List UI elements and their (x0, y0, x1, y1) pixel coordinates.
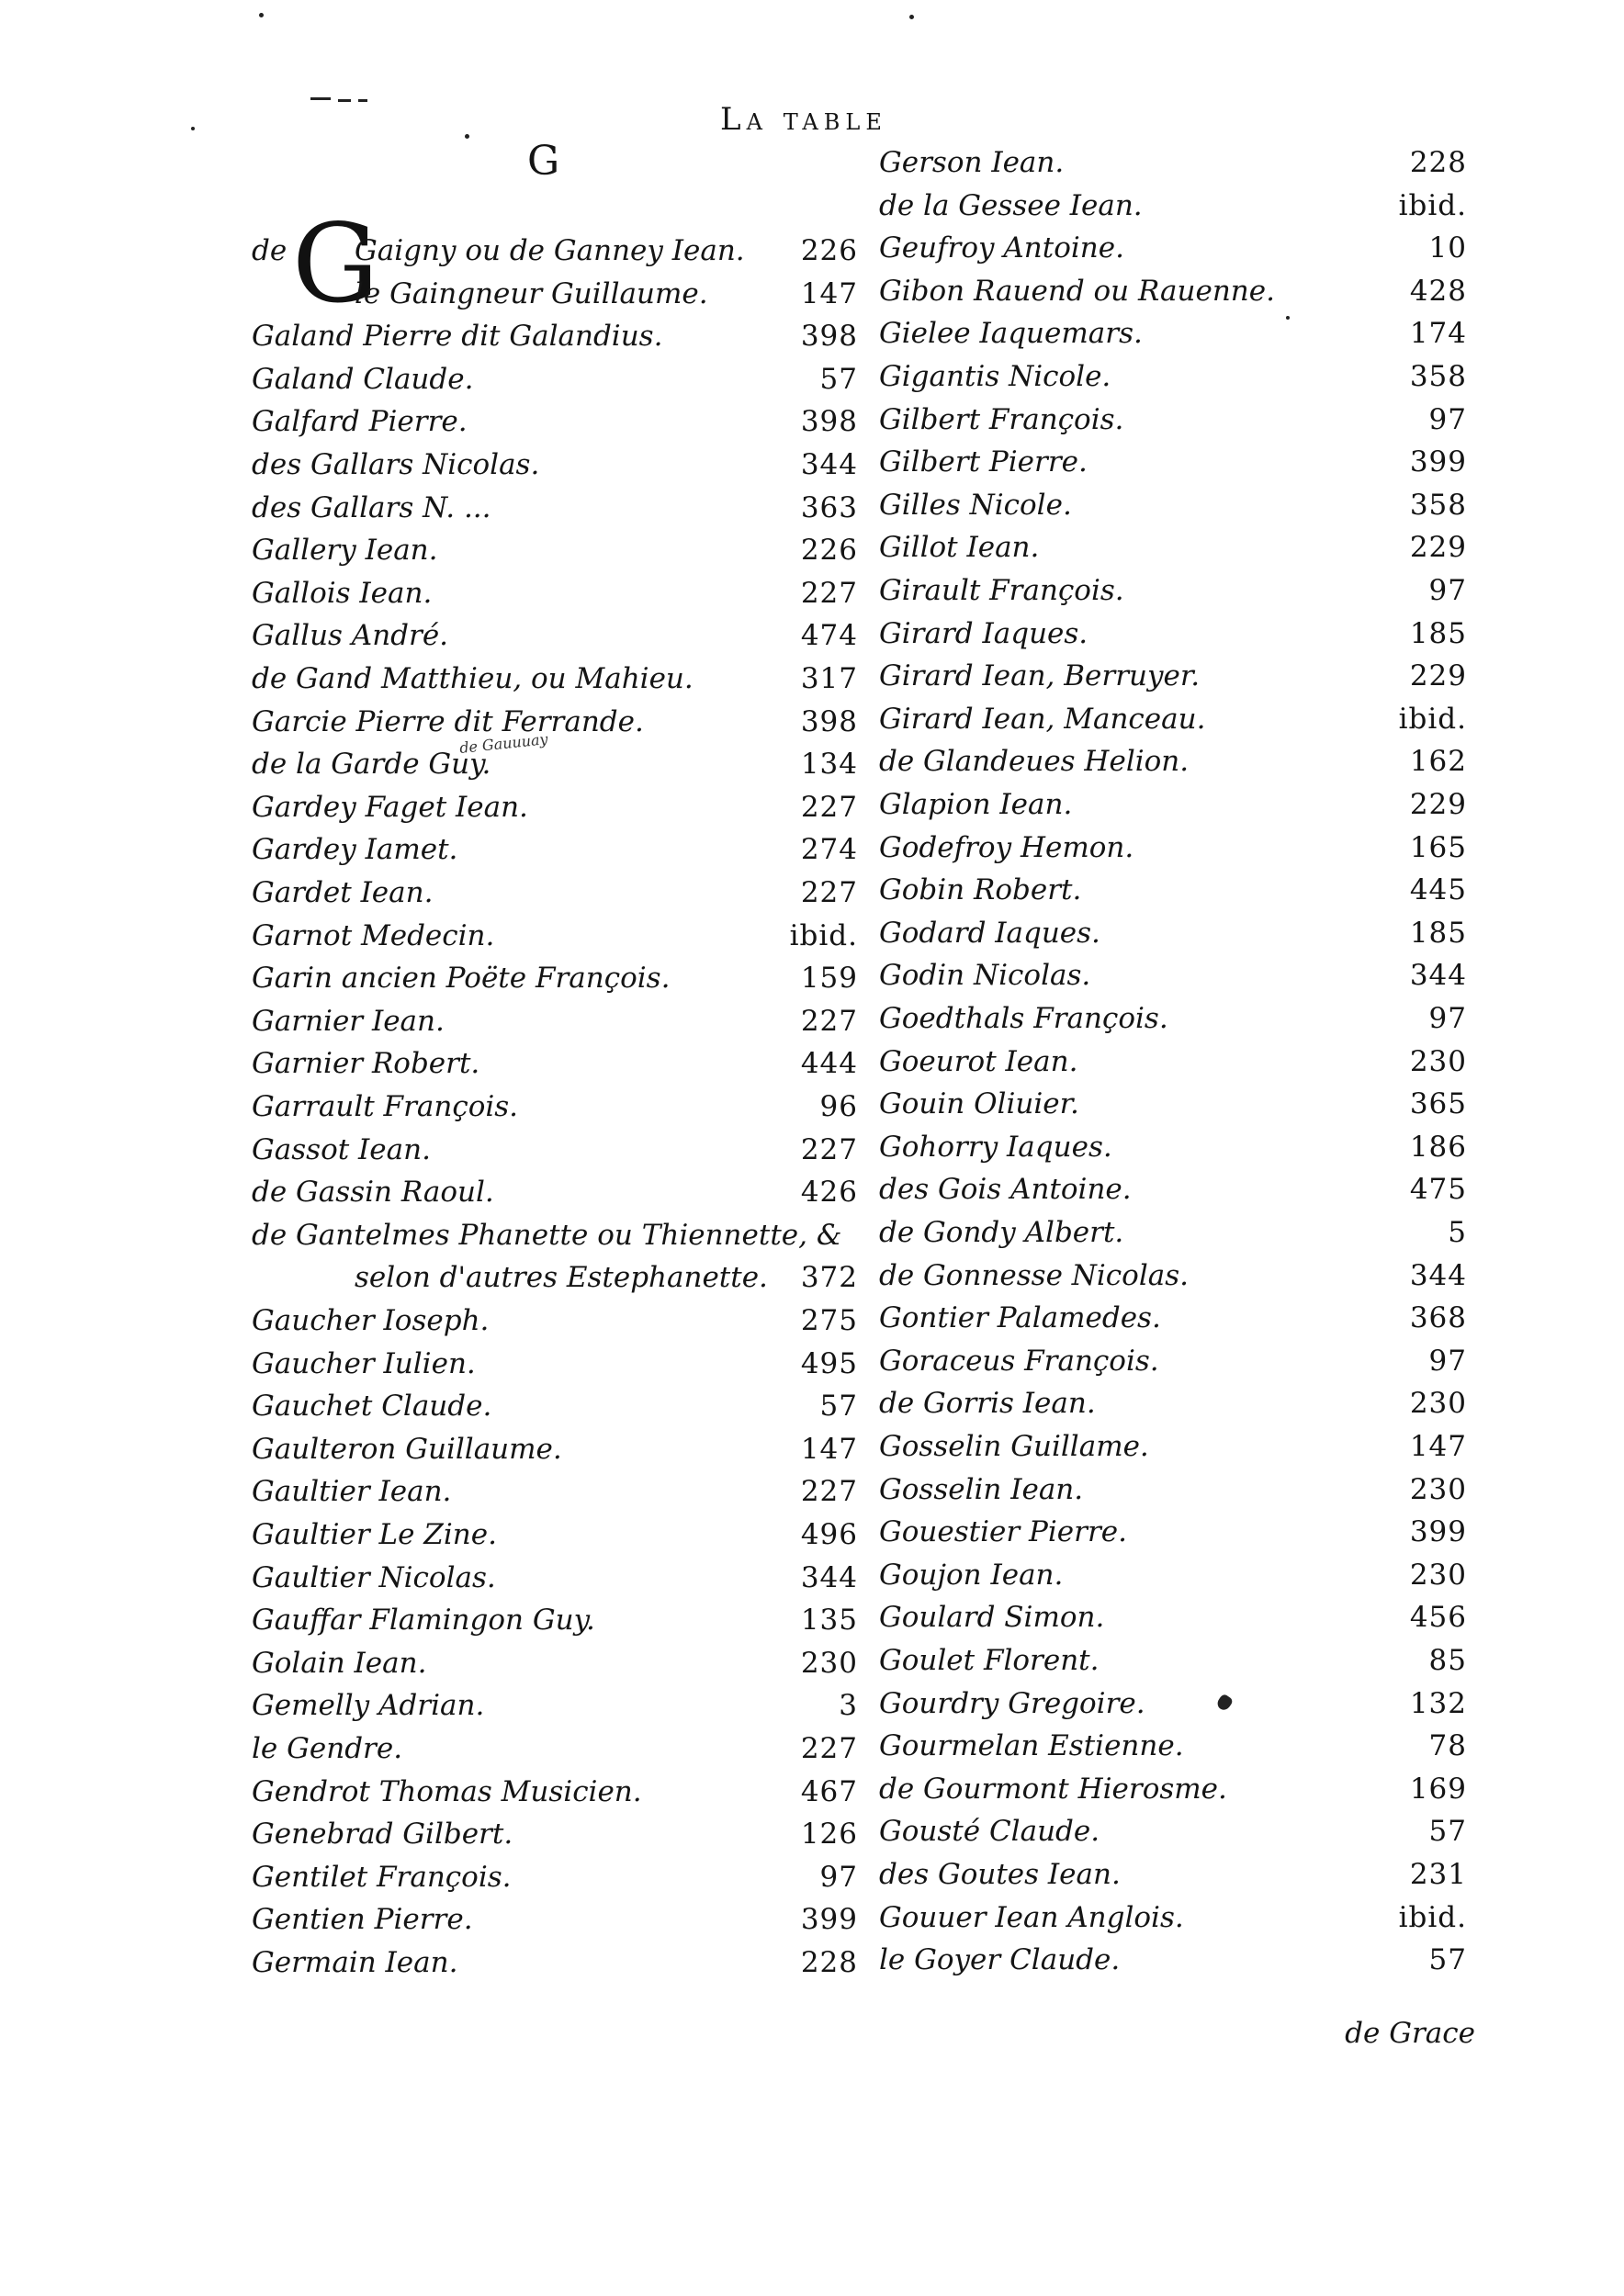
entry-name: le Gendre. (252, 1732, 403, 1765)
entry-name: Gouin Oliuier. (879, 1087, 1079, 1121)
entry-page-number: ibid. (1398, 1900, 1467, 1934)
entry-page-number: 147 (1409, 1430, 1467, 1463)
index-entry (879, 355, 1467, 398)
index-entry (252, 1684, 858, 1727)
entry-page-number: 363 (800, 490, 858, 524)
entry-name: Gielee Iaquemars. (879, 317, 1143, 351)
entry-name: des Gallars Nicolas. (252, 448, 540, 481)
index-entry (252, 872, 858, 914)
entry-name: Gassot Iean. (252, 1132, 431, 1166)
index-entry (252, 1856, 858, 1898)
entry-page-number: 228 (1409, 146, 1467, 179)
entry-page-number: 174 (1409, 317, 1467, 351)
entry-page-number: 445 (1409, 873, 1467, 907)
entry-name: de Gassin Raoul. (252, 1176, 494, 1210)
entry-name: Girault François. (879, 574, 1124, 607)
index-entry (252, 1086, 858, 1128)
running-head: La table (720, 101, 887, 138)
index-entry (879, 1469, 1467, 1511)
entry-name: Goulard Simon. (879, 1601, 1105, 1635)
ink-speck (909, 15, 914, 19)
entry-page-number: 358 (1409, 488, 1467, 522)
entry-page-number: 126 (800, 1818, 858, 1851)
entry-page-number: 132 (1409, 1686, 1467, 1720)
index-entry (252, 1599, 858, 1641)
entry-page-number: 229 (1409, 788, 1467, 821)
entry-name: Gaulteron Guillaume. (252, 1432, 562, 1466)
index-entry (252, 1385, 858, 1427)
entry-name: Gosselin Iean. (879, 1472, 1084, 1506)
entry-page-number: 495 (800, 1346, 858, 1380)
index-entry (879, 1639, 1467, 1682)
index-entry (252, 1470, 858, 1513)
index-entry (879, 740, 1467, 782)
index-entry (252, 1428, 858, 1470)
index-entry (252, 1129, 858, 1171)
entry-page-number: 227 (800, 1475, 858, 1509)
entry-name: Galfard Pierre. (252, 405, 468, 439)
entry-page-number: 398 (800, 704, 858, 738)
index-entry (879, 227, 1467, 269)
index-entry (879, 1768, 1467, 1810)
entry-name: de Glandeues Helion. (879, 745, 1190, 779)
entry-prefix: de (252, 234, 288, 267)
entry-page-number: 344 (1409, 959, 1467, 993)
entry-name: Gaigny ou de Ganney Iean. (355, 234, 745, 267)
entry-name: Godefroy Hemon. (879, 830, 1134, 864)
entry-name: Gendrot Thomas Musicien. (252, 1774, 642, 1808)
index-entry (252, 614, 858, 657)
entry-name: le Goyer Claude. (879, 1943, 1121, 1977)
entry-page-number: 344 (800, 1560, 858, 1594)
index-entry (879, 1725, 1467, 1767)
entry-page-number: 186 (1409, 1130, 1467, 1164)
entry-page-number: 226 (800, 234, 858, 267)
entry-name: le Gaingneur Guillaume. (355, 276, 708, 310)
entry-name: Golain Iean. (252, 1646, 427, 1680)
entry-page-number: 227 (800, 1732, 858, 1765)
entry-name: Gousté Claude. (879, 1815, 1100, 1849)
index-entry (252, 1000, 858, 1042)
index-entry (879, 954, 1467, 996)
index-entry (252, 1300, 858, 1342)
entry-page-number: 496 (800, 1518, 858, 1551)
index-entry (879, 1255, 1467, 1297)
entry-name: Gaultier Le Zine. (252, 1518, 497, 1551)
entry-name: Gallois Iean. (252, 576, 433, 610)
entry-page-number: 169 (1409, 1772, 1467, 1806)
entry-name: Garnier Iean. (252, 1004, 445, 1038)
index-entry (879, 1126, 1467, 1168)
entry-page-number: 399 (800, 1903, 858, 1937)
entry-name: Gigantis Nicole. (879, 360, 1111, 393)
entry-name: Garcie Pierre dit Ferrande. (252, 704, 644, 738)
index-entry (252, 1214, 858, 1256)
entry-page-number: 275 (800, 1304, 858, 1337)
index-entry (252, 743, 858, 785)
entry-page-number: 399 (1409, 1515, 1467, 1549)
entry-name: Germain Iean. (252, 1946, 458, 1979)
index-entry (879, 1211, 1467, 1254)
entry-page-number: 97 (1428, 1002, 1467, 1035)
index-entry (252, 1514, 858, 1556)
entry-name: selon d'autres Estephanette. (355, 1261, 768, 1295)
ink-speck (1286, 316, 1290, 320)
index-entry (252, 572, 858, 614)
entry-name: Godard Iaques. (879, 916, 1100, 950)
entry-name: Gaultier Iean. (252, 1475, 452, 1509)
entry-page-number: 231 (1409, 1858, 1467, 1891)
entry-page-number: 227 (800, 876, 858, 909)
index-entry (252, 1642, 858, 1684)
entry-page-number: 97 (1428, 1344, 1467, 1378)
entry-name: Gontier Palamedes. (879, 1301, 1161, 1335)
entry-name: de Gantelmes Phanette ou Thiennette, & (252, 1218, 842, 1252)
index-entry (879, 1896, 1467, 1939)
entry-name: des Goutes Iean. (879, 1858, 1121, 1891)
entry-page-number: 5 (1448, 1216, 1467, 1249)
entry-name: Gauchet Claude. (252, 1390, 492, 1424)
index-entry (252, 487, 858, 529)
entry-page-number: 344 (800, 448, 858, 481)
index-entry (252, 1343, 858, 1385)
drop-cap: G (292, 200, 379, 327)
index-entry (879, 613, 1467, 655)
index-entry (252, 1557, 858, 1599)
entry-name: Gardey Iamet. (252, 833, 458, 867)
index-entry (252, 1941, 858, 1984)
entry-name: Gohorry Iaques. (879, 1130, 1112, 1164)
entry-name: Girard Iaques. (879, 616, 1088, 650)
ink-dash (310, 97, 331, 100)
entry-page-number: 57 (819, 362, 858, 396)
entry-page-number: 162 (1409, 745, 1467, 779)
index-entry (252, 273, 858, 315)
entry-name: Gilles Nicole. (879, 488, 1072, 522)
index-entry (879, 270, 1467, 312)
entry-name: de la Garde Guy. (252, 748, 491, 782)
entry-name: des Gallars N. ... (252, 490, 491, 524)
entry-name: Gilbert François. (879, 402, 1124, 436)
entry-name: Gourdry Gregoire. (879, 1686, 1145, 1720)
entry-page-number: 147 (800, 1432, 858, 1466)
entry-name: Gentien Pierre. (252, 1903, 473, 1937)
index-entry (879, 1083, 1467, 1125)
index-entry (879, 1297, 1467, 1339)
index-entry (879, 526, 1467, 568)
index-entry (879, 1596, 1467, 1638)
entry-name: de Gorris Iean. (879, 1387, 1096, 1421)
index-entry (252, 786, 858, 828)
index-entry (879, 312, 1467, 355)
entry-name: Goedthals François. (879, 1002, 1168, 1035)
entry-page-number: 398 (800, 405, 858, 439)
index-entry (879, 1425, 1467, 1468)
entry-page-number: 228 (800, 1946, 858, 1979)
entry-name: Gardey Faget Iean. (252, 790, 528, 824)
entry-page-number: 135 (800, 1604, 858, 1638)
entry-page-number: 227 (800, 1132, 858, 1166)
entry-name: Gourmelan Estienne. (879, 1729, 1184, 1763)
entry-page-number: 230 (1409, 1044, 1467, 1078)
entry-page-number: 229 (1409, 659, 1467, 693)
entry-name: Girard Iean, Manceau. (879, 702, 1206, 736)
entry-page-number: 10 (1428, 231, 1467, 265)
entry-page-number: 185 (1409, 916, 1467, 950)
entry-name: Geufroy Antoine. (879, 231, 1124, 265)
entry-name: Galand Pierre dit Galandius. (252, 320, 663, 354)
index-entry (252, 529, 858, 571)
entry-page-number: 185 (1409, 616, 1467, 650)
index-entry (252, 1813, 858, 1855)
entry-name: Gemelly Adrian. (252, 1689, 485, 1723)
index-entry (252, 400, 858, 443)
entry-page-number: 230 (1409, 1472, 1467, 1506)
entry-name: Goujon Iean. (879, 1558, 1064, 1592)
index-entry (879, 1041, 1467, 1083)
entry-name: de Gourmont Hierosme. (879, 1772, 1227, 1806)
entry-name: Gouuer Iean Anglois. (879, 1900, 1184, 1934)
entry-name: Gillot Iean. (879, 531, 1040, 565)
entry-name: Garrault François. (252, 1090, 519, 1123)
entry-name: Glapion Iean. (879, 788, 1073, 821)
entry-page-number: 368 (1409, 1301, 1467, 1335)
entry-name: Goraceus François. (879, 1344, 1159, 1378)
index-entry (879, 1853, 1467, 1896)
entry-page-number: 227 (800, 576, 858, 610)
index-entry (879, 912, 1467, 954)
entry-name: de Gonnesse Nicolas. (879, 1258, 1189, 1292)
entry-name: Gerson Iean. (879, 146, 1065, 179)
entry-name: de Gand Matthieu, ou Mahieu. (252, 662, 694, 695)
entry-name: de Gondy Albert. (879, 1216, 1124, 1249)
entry-name: Goulet Florent. (879, 1644, 1100, 1677)
index-entry (252, 957, 858, 999)
entry-name: Girard Iean, Berruyer. (879, 659, 1201, 693)
index-entry (879, 441, 1467, 483)
entry-page-number: 159 (800, 962, 858, 996)
index-entry (252, 315, 858, 357)
index-entry (252, 1898, 858, 1941)
entry-page-number: 97 (1428, 574, 1467, 607)
entry-page-number: 57 (1428, 1815, 1467, 1849)
entry-page-number: 426 (800, 1176, 858, 1210)
entry-name: Garnot Medecin. (252, 918, 495, 952)
index-entry (252, 358, 858, 400)
index-entry (879, 1939, 1467, 1981)
ink-speck (465, 134, 469, 139)
entry-page-number: 399 (1409, 445, 1467, 479)
entry-page-number: 85 (1428, 1644, 1467, 1677)
ink-dash (338, 99, 351, 102)
index-entry (252, 1728, 858, 1770)
entry-name: Garin ancien Poëte François. (252, 962, 671, 996)
entry-name: Gallery Iean. (252, 534, 438, 568)
entry-page-number: 365 (1409, 1087, 1467, 1121)
entry-page-number: 57 (1428, 1943, 1467, 1977)
entry-page-number: 96 (819, 1090, 858, 1123)
entry-page-number: 147 (800, 276, 858, 310)
index-entry (252, 701, 858, 743)
entry-name: de la Gessee Iean. (879, 188, 1143, 222)
index-entry (252, 444, 858, 486)
entry-page-number: ibid. (1398, 188, 1467, 222)
entry-page-number: ibid. (1398, 702, 1467, 736)
entry-name: Goeurot Iean. (879, 1044, 1078, 1078)
entry-page-number: 230 (1409, 1558, 1467, 1592)
entry-page-number: 358 (1409, 360, 1467, 393)
entry-page-number: 97 (1428, 402, 1467, 436)
entry-name: Gauffar Flamingon Guy. (252, 1604, 595, 1638)
entry-page-number: 226 (800, 534, 858, 568)
entry-page-number: 467 (800, 1774, 858, 1808)
catchword: de Grace (1345, 2017, 1475, 2050)
index-entry (879, 698, 1467, 740)
index-entry (879, 399, 1467, 441)
index-entry (879, 783, 1467, 826)
entry-page-number: 474 (800, 619, 858, 653)
entry-name: des Gois Antoine. (879, 1173, 1132, 1207)
entry-name: Gobin Robert. (879, 873, 1082, 907)
entry-name: Genebrad Gilbert. (252, 1818, 513, 1851)
index-entry (252, 658, 858, 700)
entry-page-number: 57 (819, 1390, 858, 1424)
entry-page-number: ibid. (789, 918, 858, 952)
entry-name: Gaultier Nicolas. (252, 1560, 496, 1594)
entry-page-number: 444 (800, 1047, 858, 1081)
index-entry (252, 1256, 858, 1299)
entry-page-number: 274 (800, 833, 858, 867)
entry-name: Gouestier Pierre. (879, 1515, 1127, 1549)
entry-page-number: 227 (800, 1004, 858, 1038)
index-entry (879, 869, 1467, 911)
entry-name: Gallus André. (252, 619, 449, 653)
index-entry (879, 141, 1467, 184)
entry-name: Gardet Iean. (252, 876, 434, 909)
entry-page-number: 475 (1409, 1173, 1467, 1207)
index-entry (879, 185, 1467, 227)
entry-page-number: 372 (800, 1261, 858, 1295)
entry-page-number: 165 (1409, 830, 1467, 864)
index-entry (252, 1171, 858, 1213)
index-entry (879, 655, 1467, 697)
entry-page-number: 97 (819, 1860, 858, 1894)
entry-name: Gilbert Pierre. (879, 445, 1088, 479)
entry-page-number: 3 (839, 1689, 858, 1723)
entry-name: Gibon Rauend ou Rauenne. (879, 274, 1275, 308)
entry-name: Gosselin Guillame. (879, 1430, 1149, 1463)
entry-page-number: 230 (800, 1646, 858, 1680)
entry-name: Gaucher Ioseph. (252, 1304, 490, 1337)
index-entry (879, 569, 1467, 612)
entry-name: Gentilet François. (252, 1860, 512, 1894)
index-entry (879, 1340, 1467, 1382)
entry-page-number: 134 (800, 748, 858, 782)
entry-page-number: 78 (1428, 1729, 1467, 1763)
entry-name: Garnier Robert. (252, 1047, 480, 1081)
index-entry (879, 1511, 1467, 1553)
index-entry (252, 230, 858, 272)
ink-speck (259, 13, 264, 17)
index-entry (879, 1382, 1467, 1424)
ink-speck (191, 127, 195, 130)
index-entry (252, 915, 858, 957)
entry-page-number: 344 (1409, 1258, 1467, 1292)
entry-page-number: 398 (800, 320, 858, 354)
entry-name: Galand Claude. (252, 362, 474, 396)
entry-page-number: 456 (1409, 1601, 1467, 1635)
ink-dash (358, 99, 367, 102)
index-entry (879, 1168, 1467, 1210)
entry-page-number: 227 (800, 790, 858, 824)
handwritten-annotation: de Gauuuay (458, 730, 549, 757)
index-entry (879, 827, 1467, 869)
index-entry (252, 1771, 858, 1813)
index-entry (879, 1683, 1467, 1725)
entry-page-number: 428 (1409, 274, 1467, 308)
index-entry (879, 1810, 1467, 1852)
entry-name: Godin Nicolas. (879, 959, 1091, 993)
entry-page-number: 230 (1409, 1387, 1467, 1421)
entry-page-number: 229 (1409, 531, 1467, 565)
index-entry (879, 1554, 1467, 1596)
index-entry (252, 1042, 858, 1085)
section-letter: G (527, 138, 560, 185)
index-entry (252, 828, 858, 871)
entry-page-number: 317 (800, 662, 858, 695)
index-entry (879, 484, 1467, 526)
index-entry (879, 997, 1467, 1040)
entry-name: Gaucher Iulien. (252, 1346, 476, 1380)
